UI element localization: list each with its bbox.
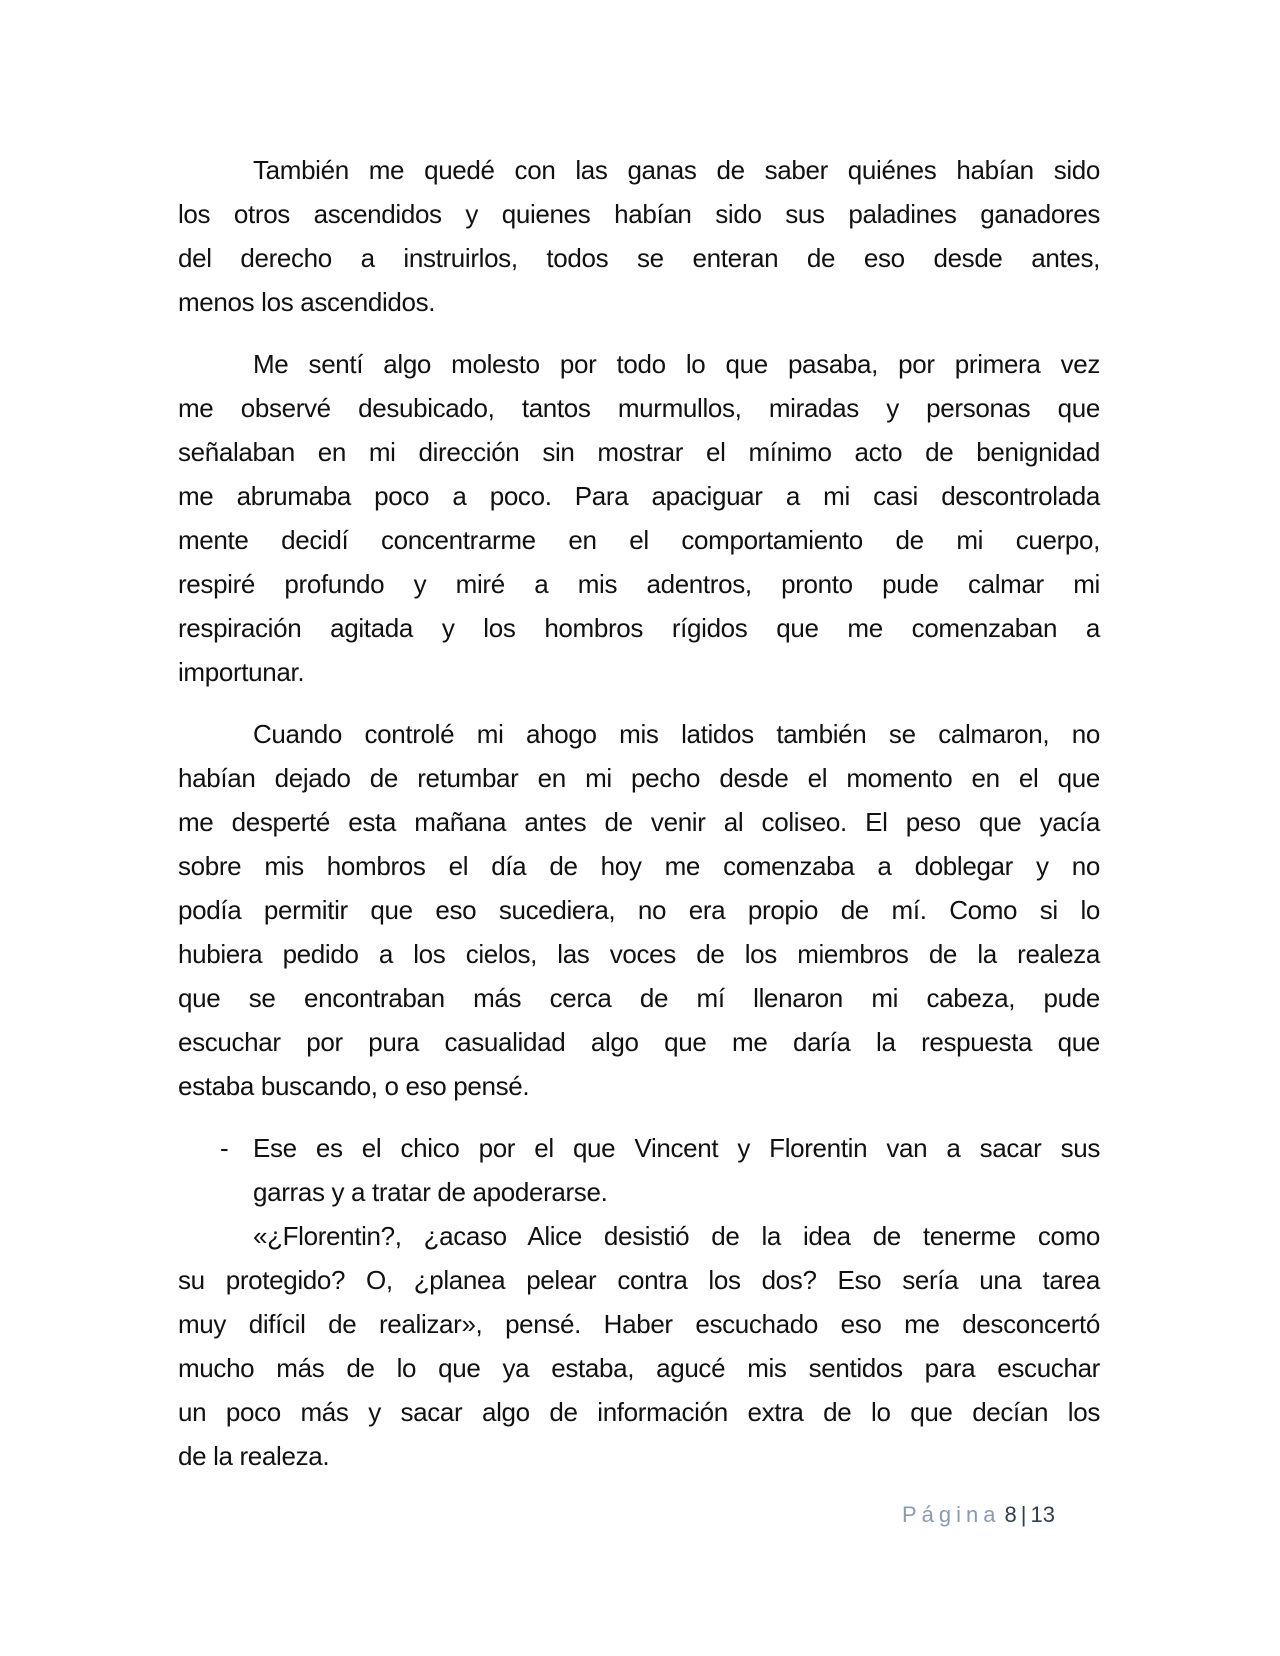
text-line: importunar.: [178, 657, 305, 687]
text-line: Me sentí algo molesto por todo lo que pasaba, por primera vez: [253, 349, 1100, 379]
text-line: habían dejado de retumbar en mi pecho desde el momento en el que: [178, 763, 1100, 793]
text-line: un poco más y sacar algo de información extra de lo que decían los: [178, 1397, 1100, 1427]
text-line: «¿Florentin?, ¿acaso Alice desistió de la idea de tenerme como: [253, 1221, 1100, 1251]
text-line: muy difícil de realizar», pensé. Haber escuchado eso me desconcertó: [178, 1309, 1100, 1339]
text-line: podía permitir que eso sucediera, no era propio de mí. Como si lo: [178, 895, 1100, 925]
text-line: mucho más de lo que ya estaba, agucé mis sentidos para escuchar: [178, 1353, 1100, 1383]
paragraph-4: [178, 1214, 1100, 1478]
text-line: de la realeza.: [178, 1441, 330, 1471]
body-text: [178, 148, 1100, 1478]
paragraph-2: [178, 342, 1100, 694]
text-line: Cuando controlé mi ahogo mis latidos también se calmaron, no: [253, 719, 1100, 749]
text-line: me observé desubicado, tantos murmullos, miradas y personas que: [178, 393, 1100, 423]
text-line: los otros ascendidos y quienes habían sido sus paladines ganadores: [178, 199, 1100, 229]
text-line: que se encontraban más cerca de mí llenaron mi cabeza, pude: [178, 983, 1100, 1013]
text-line: mente decidí concentrarme en el comportamiento de mi cuerpo,: [178, 525, 1100, 555]
text-line: sobre mis hombros el día de hoy me comenzaba a doblegar y no: [178, 851, 1100, 881]
text-line: garras y a tratar de apoderarse.: [253, 1177, 608, 1207]
dialogue-dash: -: [220, 1133, 229, 1163]
text-line: me abrumaba poco a poco. Para apaciguar a mi casi descontrolada: [178, 481, 1100, 511]
page-label: Página: [902, 1502, 1001, 1527]
paragraph-3: [178, 712, 1100, 1108]
current-page-number: 8: [1004, 1502, 1017, 1527]
paragraph-1: [178, 148, 1100, 324]
page-separator: |: [1020, 1502, 1027, 1527]
text-line: hubiera pedido a los cielos, las voces de los miembros de la realeza: [178, 939, 1100, 969]
dialogue-line: [178, 1126, 1100, 1214]
text-line: Ese es el chico por el que Vincent y Florentin van a sacar sus: [253, 1133, 1100, 1163]
text-line: menos los ascendidos.: [178, 287, 436, 317]
text-line: respiré profundo y miré a mis adentros, pronto pude calmar mi: [178, 569, 1100, 599]
text-line: su protegido? O, ¿planea pelear contra los dos? Eso sería una tarea: [178, 1265, 1100, 1295]
text-line: respiración agitada y los hombros rígidos que me comenzaban a: [178, 613, 1100, 643]
text-line: del derecho a instruirlos, todos se enteran de eso desde antes,: [178, 243, 1100, 273]
text-line: estaba buscando, o eso pensé.: [178, 1071, 530, 1101]
text-line: me desperté esta mañana antes de venir al coliseo. El peso que yacía: [178, 807, 1100, 837]
text-line: escuchar por pura casualidad algo que me daría la respuesta que: [178, 1027, 1100, 1057]
total-pages-number: 13: [1030, 1502, 1055, 1527]
page-number-footer: [902, 1500, 1055, 1530]
text-line: También me quedé con las ganas de saber quiénes habían sido: [253, 155, 1100, 185]
text-line: señalaban en mi dirección sin mostrar el mínimo acto de benignidad: [178, 437, 1100, 467]
